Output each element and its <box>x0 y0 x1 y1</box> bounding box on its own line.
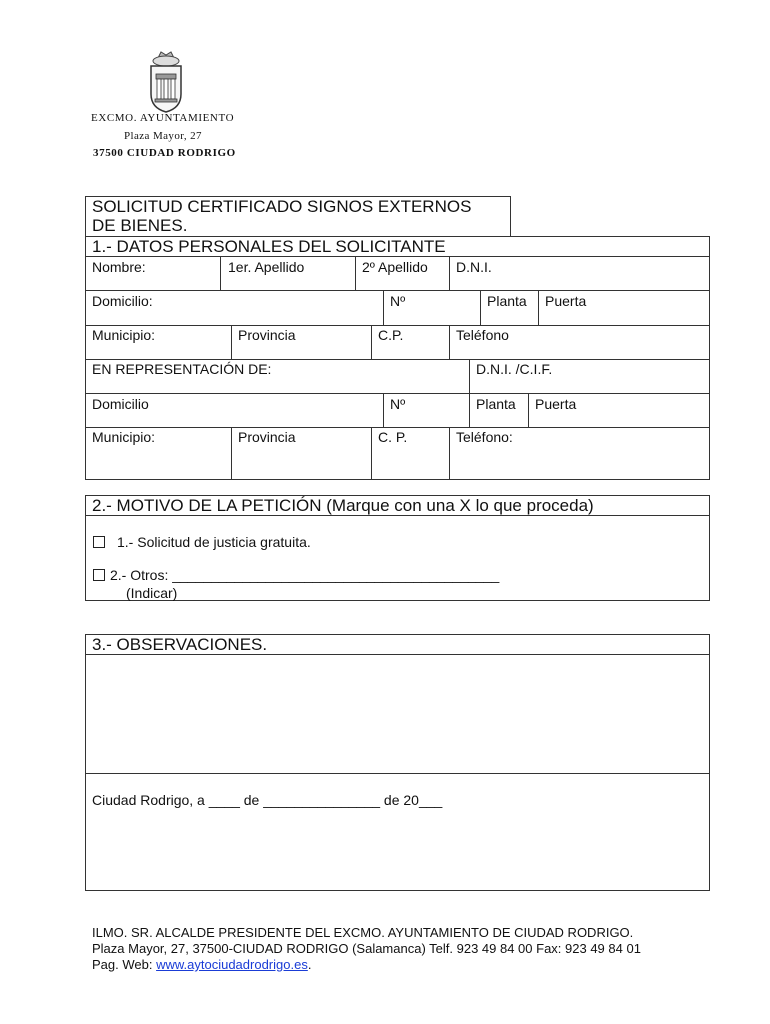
option2-label: 2.- Otros: __________________________________________ <box>110 567 500 583</box>
org-name: EXCMO. AYUNTAMIENTO <box>91 112 235 124</box>
date-line: Ciudad Rodrigo, a ____ de _______________ de 20___ <box>92 792 443 808</box>
rep-numero-label: Nº <box>390 396 406 412</box>
provincia-label: Provincia <box>238 327 296 343</box>
section2-title: 2.- MOTIVO DE LA PETICIÓN (Marque con una X lo que proceda) <box>92 496 594 515</box>
footer-web-suffix: . <box>307 957 312 972</box>
planta-label: Planta <box>487 293 527 309</box>
footer-line2: Plaza Mayor, 27, 37500-CIUDAD RODRIGO (Salamanca) Telf. 923 49 84 00 Fax: 923 49 84 01 <box>92 941 641 956</box>
justicia-gratuita-checkbox[interactable] <box>93 536 105 548</box>
dni-cif-label: D.N.I. /C.I.F. <box>476 361 553 377</box>
representacion-label: EN REPRESENTACIÓN DE: <box>92 361 272 377</box>
option1-label: 1.- Solicitud de justicia gratuita. <box>117 534 311 550</box>
coat-of-arms-logo <box>146 48 186 114</box>
puerta-label: Puerta <box>545 293 587 309</box>
form-title-line2: DE BIENES. <box>92 216 188 235</box>
section3-title: 3.- OBSERVACIONES. <box>92 635 268 654</box>
domicilio-label: Domicilio: <box>92 293 153 309</box>
rep-provincia-label: Provincia <box>238 429 296 445</box>
cp-label: C.P. <box>378 327 404 343</box>
footer-web-prefix: Pag. Web: <box>92 957 157 972</box>
org-city: 37500 CIUDAD RODRIGO <box>93 147 236 159</box>
rep-puerta-label: Puerta <box>535 396 577 412</box>
dni-label: D.N.I. <box>456 259 492 275</box>
numero-label: Nº <box>390 293 406 309</box>
municipio-label: Municipio: <box>92 327 156 343</box>
apellido1-label: 1er. Apellido <box>228 259 305 275</box>
rep-planta-label: Planta <box>476 396 516 412</box>
option2-note: (Indicar) <box>126 585 178 601</box>
footer-line1: ILMO. SR. ALCALDE PRESIDENTE DEL EXCMO. AYUNTAMIENTO DE CIUDAD RODRIGO. <box>92 925 634 940</box>
observaciones-area[interactable] <box>86 655 709 773</box>
apellido2-label: 2º Apellido <box>362 259 428 275</box>
rep-domicilio-label: Domicilio <box>92 396 149 412</box>
rep-cp-label: C. P. <box>378 429 408 445</box>
website-link[interactable]: www.aytociudadrodrigo.es <box>156 957 308 972</box>
telefono-label: Teléfono <box>456 327 509 343</box>
rep-telefono-label: Teléfono: <box>456 429 513 445</box>
otros-checkbox[interactable] <box>93 569 105 581</box>
form-title-line1: SOLICITUD CERTIFICADO SIGNOS EXTERNOS <box>92 197 472 216</box>
rep-municipio-label: Municipio: <box>92 429 156 445</box>
nombre-label: Nombre: <box>92 259 146 275</box>
section1-title: 1.- DATOS PERSONALES DEL SOLICITANTE <box>92 237 446 256</box>
org-street: Plaza Mayor, 27 <box>124 130 202 142</box>
footer-web <box>92 957 311 973</box>
